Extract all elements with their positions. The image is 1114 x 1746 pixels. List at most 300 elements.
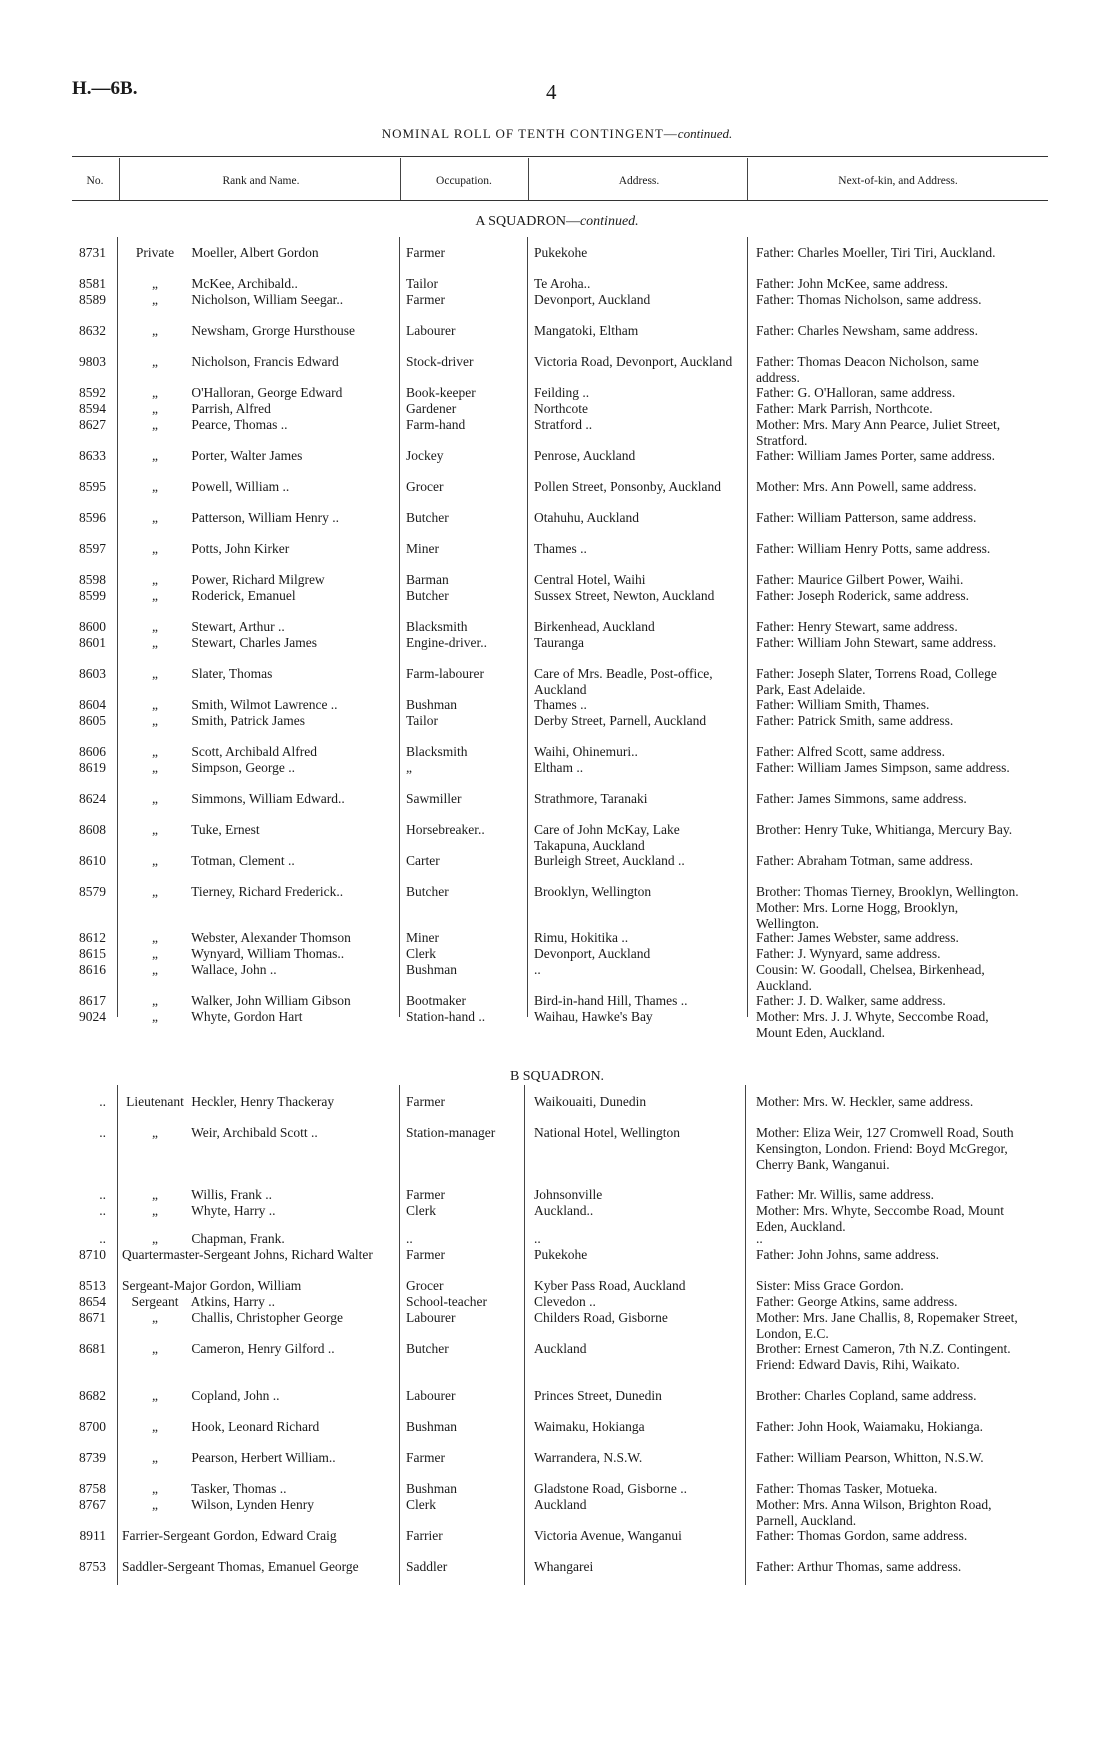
service-number: 9803: [79, 354, 106, 369]
name: Scott, Archibald Alfred: [191, 744, 317, 759]
rank: „: [152, 619, 158, 634]
service-number: 8671: [79, 1310, 106, 1325]
rank: „: [152, 354, 158, 369]
service-number: 8617: [79, 993, 106, 1008]
next-of-kin: ..: [756, 1231, 763, 1246]
service-number: 8612: [79, 930, 106, 945]
address: Penrose, Auckland: [534, 448, 636, 463]
rank: „: [152, 1341, 158, 1356]
name: Wallace, John ..: [191, 962, 277, 977]
occupation: Bushman: [406, 1419, 458, 1434]
rank-and-name: [122, 1231, 390, 1247]
occupation: Bushman: [406, 962, 458, 977]
occupation: Farmer: [406, 1450, 445, 1465]
next-of-kin: Father: John McKee, same address.: [756, 276, 948, 291]
rank: Farrier-Sergeant: [122, 1528, 210, 1543]
next-of-kin: Father: Arthur Thomas, same address.: [756, 1559, 962, 1574]
squadron-a-heading: [0, 214, 1114, 230]
service-number: 8605: [79, 713, 106, 728]
occupation: Bootmaker: [406, 993, 466, 1008]
column-rule: [528, 158, 529, 200]
address: Northcote: [534, 401, 588, 416]
service-number: 8581: [79, 276, 106, 291]
next-of-kin: Father: Thomas Tasker, Motueka.: [756, 1481, 938, 1496]
rank: Quartermaster-Sergeant: [122, 1247, 251, 1262]
rank: „: [152, 1231, 158, 1246]
name: Totman, Clement ..: [191, 853, 295, 868]
next-of-kin: Father: Joseph Slater, Torrens Road, College Park, East Adelaide.: [756, 666, 997, 697]
service-number: ..: [99, 1094, 106, 1109]
rank: „: [152, 541, 158, 556]
address: Kyber Pass Road, Auckland: [534, 1278, 686, 1293]
next-of-kin: Father: Charles Moeller, Tiri Tiri, Auckland.: [756, 245, 996, 260]
occupation: Farmer: [406, 1187, 445, 1202]
rank-and-name: [122, 323, 390, 339]
occupation: Butcher: [406, 1341, 449, 1356]
column-rule: [117, 237, 118, 1017]
address: Clevedon ..: [534, 1294, 596, 1309]
rank: Saddler-Sergeant: [122, 1559, 215, 1574]
next-of-kin: Mother: Mrs. Jane Challis, 8, Ropemaker Street, London, E.C.: [756, 1310, 1018, 1341]
service-number: 8753: [79, 1559, 106, 1574]
name: McKee, Archibald..: [191, 276, 298, 291]
column-rule: [400, 158, 401, 200]
service-number: 8608: [79, 822, 106, 837]
next-of-kin: Father: Mr. Willis, same address.: [756, 1187, 935, 1202]
rank-and-name: [122, 1450, 390, 1466]
name: Potts, John Kirker: [191, 541, 290, 556]
name: Porter, Walter James: [191, 448, 303, 463]
next-of-kin: Father: Henry Stewart, same address.: [756, 619, 958, 634]
next-of-kin: Father: G. O'Halloran, same address.: [756, 385, 956, 400]
service-number: 8513: [79, 1278, 106, 1293]
rank-and-name: [122, 1294, 390, 1310]
rank: „: [152, 697, 158, 712]
column-rule: [117, 1085, 118, 1585]
next-of-kin: Father: Thomas Nicholson, same address.: [756, 292, 982, 307]
next-of-kin: Mother: Mrs. Whyte, Seccombe Road, Mount Eden, Auckland.: [756, 1203, 1004, 1234]
next-of-kin: Mother: Mrs. W. Heckler, same address.: [756, 1094, 974, 1109]
column-rule: [747, 158, 748, 200]
name: Copland, John ..: [191, 1388, 280, 1403]
address: Thames ..: [534, 697, 587, 712]
rank: „: [152, 572, 158, 587]
rank: „: [152, 635, 158, 650]
name: Nicholson, Francis Edward: [191, 354, 339, 369]
occupation: Blacksmith: [406, 619, 468, 634]
rank-and-name: [122, 1247, 390, 1263]
occupation: Station-hand ..: [406, 1009, 486, 1024]
rank: „: [152, 1125, 158, 1140]
name: Whyte, Harry ..: [191, 1203, 276, 1218]
squadron-a-label: A SQUADRON—: [475, 214, 580, 229]
occupation: Carter: [406, 853, 440, 868]
occupation: Labourer: [406, 1388, 456, 1403]
header-bottom-rule: [72, 200, 1048, 201]
rank: „: [152, 930, 158, 945]
address: Whangarei: [534, 1559, 594, 1574]
service-number: 8589: [79, 292, 106, 307]
address: Sussex Street, Newton, Auckland: [534, 588, 715, 603]
next-of-kin: Father: James Simmons, same address.: [756, 791, 967, 806]
rank-and-name: [122, 993, 390, 1009]
rank-and-name: [122, 619, 390, 635]
address: Auckland: [534, 1341, 587, 1356]
address: Thames ..: [534, 541, 587, 556]
address: Birkenhead, Auckland: [534, 619, 655, 634]
rank: Sergeant: [131, 1294, 179, 1309]
occupation: Jockey: [406, 448, 444, 463]
rank: „: [152, 791, 158, 806]
next-of-kin: Father: William Pearson, Whitton, N.S.W.: [756, 1450, 984, 1465]
occupation: ..: [406, 1231, 413, 1246]
rank-and-name: [122, 354, 390, 370]
rank-and-name: [122, 1497, 390, 1513]
address: Feilding ..: [534, 385, 590, 400]
name: Cameron, Henry Gilford ..: [191, 1341, 335, 1356]
name: Weir, Archibald Scott ..: [191, 1125, 318, 1140]
rank-and-name: [122, 1341, 390, 1357]
next-of-kin: Brother: Charles Copland, same address.: [756, 1388, 977, 1403]
service-number: ..: [99, 1187, 106, 1202]
column-rule: [524, 1085, 525, 1585]
service-number: 8633: [79, 448, 106, 463]
service-number: 8579: [79, 884, 106, 899]
occupation: Clerk: [406, 946, 436, 961]
name: Smith, Patrick James: [191, 713, 305, 728]
service-number: 8758: [79, 1481, 106, 1496]
service-number: 8606: [79, 744, 106, 759]
rank-and-name: [122, 1278, 390, 1294]
occupation: Blacksmith: [406, 744, 468, 759]
address: Pollen Street, Ponsonby, Auckland: [534, 479, 721, 494]
service-number: 8601: [79, 635, 106, 650]
name: Tierney, Richard Frederick..: [191, 884, 344, 899]
rank-and-name: [122, 853, 390, 869]
occupation: Farm-labourer: [406, 666, 484, 681]
occupation: Stock-driver: [406, 354, 474, 369]
address: Derby Street, Parnell, Auckland: [534, 713, 707, 728]
next-of-kin: Mother: Eliza Weir, 127 Cromwell Road, South Kensington, London. Friend: Boyd McGregor, Cherry Bank, Wanganui.: [756, 1125, 1014, 1172]
name: Patterson, William Henry ..: [191, 510, 340, 525]
address: Waihi, Ohinemuri..: [534, 744, 638, 759]
next-of-kin: Father: Mark Parrish, Northcote.: [756, 401, 933, 416]
title-continued: continued.: [677, 126, 733, 141]
rank-and-name: [122, 744, 390, 760]
name: Pearce, Thomas ..: [191, 417, 288, 432]
occupation: Horsebreaker..: [406, 822, 485, 837]
rank-and-name: [122, 1419, 390, 1435]
next-of-kin: Mother: Mrs. Ann Powell, same address.: [756, 479, 977, 494]
service-number: ..: [99, 1125, 106, 1140]
next-of-kin: Father: George Atkins, same address.: [756, 1294, 958, 1309]
rank: „: [152, 1009, 158, 1024]
occupation: Miner: [406, 541, 439, 556]
next-of-kin: Mother: Mrs. Mary Ann Pearce, Juliet Street, Stratford.: [756, 417, 1001, 448]
occupation: Station-manager: [406, 1125, 496, 1140]
service-number: 8619: [79, 760, 106, 775]
occupation: Bushman: [406, 1481, 458, 1496]
service-number: 8604: [79, 697, 106, 712]
occupation: Butcher: [406, 884, 449, 899]
rank: „: [152, 323, 158, 338]
occupation: Farmer: [406, 245, 445, 260]
address: Waimaku, Hokianga: [534, 1419, 645, 1434]
rank: „: [152, 853, 158, 868]
squadron-b-heading: B SQUADRON.: [509, 1069, 605, 1084]
rank: „: [152, 417, 158, 432]
service-number: 8598: [79, 572, 106, 587]
name: Parrish, Alfred: [191, 401, 271, 416]
service-number: 8616: [79, 962, 106, 977]
name: Tuke, Ernest: [191, 822, 260, 837]
rank: „: [152, 1497, 158, 1512]
rank-and-name: [122, 1310, 390, 1326]
service-number: 8700: [79, 1419, 106, 1434]
column-rule: [399, 237, 400, 1017]
rank: „: [152, 1419, 158, 1434]
occupation: Farmer: [406, 1094, 445, 1109]
occupation: Clerk: [406, 1203, 436, 1218]
rank: „: [152, 510, 158, 525]
occupation: Tailor: [406, 713, 439, 728]
header-address: Address.: [618, 175, 660, 187]
name: Slater, Thomas: [191, 666, 273, 681]
name: Wilson, Lynden Henry: [191, 1497, 314, 1512]
service-number: ..: [99, 1231, 106, 1246]
address: Stratford ..: [534, 417, 593, 432]
next-of-kin: Father: Alfred Scott, same address.: [756, 744, 945, 759]
rank-and-name: [122, 245, 390, 261]
next-of-kin: Father: William James Porter, same address.: [756, 448, 995, 463]
address: Victoria Road, Devonport, Auckland: [534, 354, 733, 369]
occupation: Farm-hand: [406, 417, 466, 432]
occupation: Engine-driver..: [406, 635, 487, 650]
service-number: 8596: [79, 510, 106, 525]
address: Strathmore, Taranaki: [534, 791, 648, 806]
address: Princes Street, Dunedin: [534, 1388, 662, 1403]
rank-and-name: [122, 1125, 390, 1141]
rank-and-name: [122, 1559, 390, 1575]
occupation: Farmer: [406, 1247, 445, 1262]
occupation: Farmer: [406, 292, 445, 307]
address: Central Hotel, Waihi: [534, 572, 646, 587]
rank: Sergeant-Major: [122, 1278, 207, 1293]
service-number: ..: [99, 1203, 106, 1218]
address: Otahuhu, Auckland: [534, 510, 639, 525]
name: Hook, Leonard Richard: [191, 1419, 320, 1434]
address: Waihau, Hawke's Bay: [534, 1009, 653, 1024]
next-of-kin: Father: Thomas Deacon Nicholson, same address.: [756, 354, 979, 385]
occupation: Gardener: [406, 401, 457, 416]
address: Care of Mrs. Beadle, Post-office, Auckland: [534, 666, 713, 697]
address: Pukekohe: [534, 245, 588, 260]
rank-and-name: [122, 1388, 390, 1404]
squadron-a-continued: continued.: [579, 214, 639, 229]
rank: „: [152, 993, 158, 1008]
occupation: Butcher: [406, 588, 449, 603]
name: Stewart, Arthur ..: [191, 619, 285, 634]
rank-and-name: [122, 276, 390, 292]
rank: „: [152, 962, 158, 977]
occupation: Saddler: [406, 1559, 448, 1574]
name: Newsham, Grorge Hursthouse: [191, 323, 355, 338]
rank-and-name: [122, 822, 390, 838]
rank-and-name: [122, 1203, 390, 1219]
service-number: 8610: [79, 853, 106, 868]
service-number: 8911: [79, 1528, 106, 1543]
rank-and-name: [122, 635, 390, 651]
address: Mangatoki, Eltham: [534, 323, 639, 338]
next-of-kin: Father: John Johns, same address.: [756, 1247, 939, 1262]
name: Willis, Frank ..: [191, 1187, 272, 1202]
next-of-kin: Father: William James Simpson, same address.: [756, 760, 1010, 775]
address: Auckland..: [534, 1203, 594, 1218]
occupation: Farrier: [406, 1528, 443, 1543]
name: Smith, Wilmot Lawrence ..: [191, 697, 338, 712]
occupation: Bushman: [406, 697, 458, 712]
address: Childers Road, Gisborne: [534, 1310, 668, 1325]
address: ..: [534, 962, 541, 977]
rank: „: [152, 1203, 158, 1218]
rank: „: [152, 276, 158, 291]
address: National Hotel, Wellington: [534, 1125, 681, 1140]
address: Eltham ..: [534, 760, 584, 775]
name: Walker, John William Gibson: [191, 993, 351, 1008]
name: Gordon, Edward Craig: [213, 1528, 337, 1543]
rank-and-name: [122, 572, 390, 588]
name: Chapman, Frank.: [191, 1231, 285, 1246]
rank: „: [152, 479, 158, 494]
service-number: 8597: [79, 541, 106, 556]
header-no: No.: [86, 175, 104, 187]
next-of-kin: Sister: Miss Grace Gordon.: [756, 1278, 904, 1293]
occupation: School-teacher: [406, 1294, 487, 1309]
next-of-kin: Brother: Thomas Tierney, Brooklyn, Wellington. Mother: Mrs. Lorne Hogg, Brooklyn, Wellington.: [756, 884, 1019, 931]
service-number: 8739: [79, 1450, 106, 1465]
service-number: 8599: [79, 588, 106, 603]
column-rule: [527, 237, 528, 1017]
address: Victoria Avenue, Wanganui: [534, 1528, 682, 1543]
name: Webster, Alexander Thomson: [191, 930, 351, 945]
occupation: Grocer: [406, 479, 444, 494]
rank-and-name: [122, 884, 390, 900]
name: Powell, William ..: [191, 479, 290, 494]
rank: „: [152, 292, 158, 307]
name: Simpson, George ..: [191, 760, 295, 775]
occupation: Labourer: [406, 323, 456, 338]
rank: „: [152, 448, 158, 463]
name: Tasker, Thomas ..: [191, 1481, 287, 1496]
address: ..: [534, 1231, 541, 1246]
rank: „: [152, 401, 158, 416]
rank-and-name: [122, 448, 390, 464]
service-number: 8624: [79, 791, 106, 806]
service-number: 8731: [79, 245, 106, 260]
rank: „: [152, 385, 158, 400]
name: Heckler, Henry Thackeray: [191, 1094, 335, 1109]
name: Stewart, Charles James: [191, 635, 317, 650]
header-occupation: Occupation.: [436, 175, 492, 187]
column-rule: [747, 237, 748, 1017]
column-rule: [119, 158, 120, 200]
column-rule: [399, 1085, 400, 1585]
next-of-kin: Father: Thomas Gordon, same address.: [756, 1528, 968, 1543]
occupation: Book-keeper: [406, 385, 476, 400]
header-next-of-kin: Next-of-kin, and Address.: [838, 175, 958, 187]
next-of-kin: Father: William Henry Potts, same address.: [756, 541, 991, 556]
rank: „: [152, 744, 158, 759]
next-of-kin: Father: William Smith, Thames.: [756, 697, 930, 712]
occupation: Barman: [406, 572, 449, 587]
occupation: Sawmiller: [406, 791, 462, 806]
occupation: Clerk: [406, 1497, 436, 1512]
rank-and-name: [122, 791, 390, 807]
rank: „: [152, 1481, 158, 1496]
rank: „: [152, 884, 158, 899]
address: Waikouaiti, Dunedin: [534, 1094, 647, 1109]
rank-and-name: [122, 946, 390, 962]
service-number: 8594: [79, 401, 106, 416]
service-number: 8654: [79, 1294, 106, 1309]
name: Challis, Christopher George: [191, 1310, 343, 1325]
rank-and-name: [122, 385, 390, 401]
service-number: 8592: [79, 385, 106, 400]
service-number: 8632: [79, 323, 106, 338]
name: Nicholson, William Seegar..: [191, 292, 344, 307]
rank: Lieutenant: [126, 1094, 184, 1109]
address: Burleigh Street, Auckland ..: [534, 853, 685, 868]
rank: „: [152, 1450, 158, 1465]
service-number: 8595: [79, 479, 106, 494]
occupation: Butcher: [406, 510, 449, 525]
rank: „: [152, 713, 158, 728]
next-of-kin: Mother: Mrs. Anna Wilson, Brighton Road, Parnell, Auckland.: [756, 1497, 992, 1528]
next-of-kin: Father: Charles Newsham, same address.: [756, 323, 978, 338]
rank: „: [152, 666, 158, 681]
address: Te Aroha..: [534, 276, 591, 291]
next-of-kin: Brother: Ernest Cameron, 7th N.Z. Contingent. Friend: Edward Davis, Rihi, Waikato.: [756, 1341, 1011, 1372]
address: Rimu, Hokitika ..: [534, 930, 629, 945]
name: Roderick, Emanuel: [191, 588, 296, 603]
rank-and-name: [122, 1528, 390, 1544]
rank-and-name: [122, 510, 390, 526]
occupation: Miner: [406, 930, 439, 945]
rank: „: [152, 1187, 158, 1202]
service-number: 8681: [79, 1341, 106, 1356]
name: Whyte, Gordon Hart: [191, 1009, 303, 1024]
rank-and-name: [122, 1009, 390, 1025]
document-reference: H.—6B.: [72, 78, 138, 99]
address: Care of John McKay, Lake Takapuna, Auckland: [534, 822, 680, 853]
service-number: 8600: [79, 619, 106, 634]
rank-and-name: [122, 417, 390, 433]
next-of-kin: Father: William John Stewart, same address.: [756, 635, 997, 650]
header-rank-name: Rank and Name.: [222, 175, 300, 187]
next-of-kin: Father: James Webster, same address.: [756, 930, 959, 945]
name: Moeller, Albert Gordon: [191, 245, 319, 260]
rank: „: [152, 760, 158, 775]
next-of-kin: Brother: Henry Tuke, Whitianga, Mercury Bay.: [756, 822, 1013, 837]
occupation: „: [406, 760, 412, 775]
address: Devonport, Auckland: [534, 292, 651, 307]
title-main: NOMINAL ROLL OF TENTH CONTINGENT—: [381, 126, 678, 141]
rank: „: [152, 588, 158, 603]
next-of-kin: Cousin: W. Goodall, Chelsea, Birkenhead, Auckland.: [756, 962, 985, 993]
service-number: 8682: [79, 1388, 106, 1403]
rank-and-name: [122, 713, 390, 729]
address: Tauranga: [534, 635, 585, 650]
